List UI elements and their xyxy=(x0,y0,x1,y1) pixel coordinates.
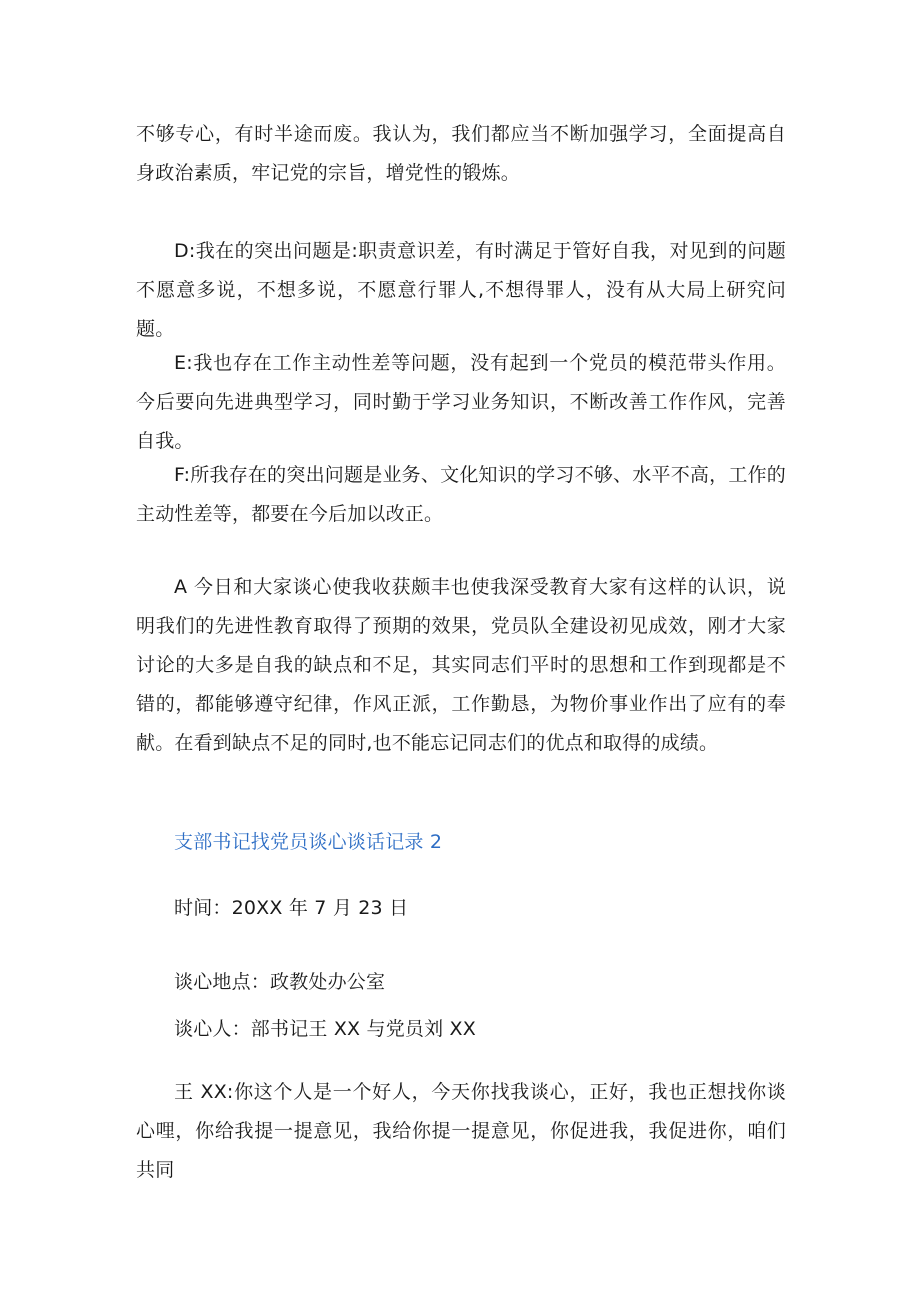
paragraph-f: F:所我存在的突出问题是业务、文化知识的学习不够、水平不高，工作的主动性差等，都要在今后加以改正。 xyxy=(136,464,786,525)
meeting-participants: 谈心人：部书记王 XX 与党员刘 XX xyxy=(174,1018,476,1040)
section-heading: 支部书记找党员谈心谈话记录 2 xyxy=(174,831,443,853)
meeting-time: 时间：20XX 年 7 月 23 日 xyxy=(174,897,409,919)
dialogue-paragraph: 王 XX:你这个人是一个好人，今天你找我谈心，正好，我也正想找你谈心哩，你给我提一提意见，我给你提一提意见，你促进我，我促进你，咱们共同 xyxy=(136,1081,786,1181)
paragraph-continuation: 不够专心，有时半途而废。我认为，我们都应当不断加强学习，全面提高自身政治素质，牢记党的宗旨，增党性的锻炼。 xyxy=(136,123,786,184)
paragraph-a-summary: A 今日和大家谈心使我收获颇丰也使我深受教育大家有这样的认识，说明我们的先进性教育取得了预期的效果，党员队全建设初见成效，刚才大家讨论的大多是自我的缺点和不足，其实同志们平时的思想和工作到现都是不错的，都能够遵守纪律，作风正派，工作勤恳，为物价事业作出了应有的奉献。在看到缺点不足的同时,也不能忘记同志们的优点和取得的成绩。 xyxy=(136,576,786,754)
paragraph-d: D:我在的突出问题是:职责意识差，有时满足于管好自我，对见到的问题不愿意多说，不想多说，不愿意行罪人,不想得罪人，没有从大局上研究问题。 xyxy=(136,240,786,340)
paragraph-e: E:我也存在工作主动性差等问题，没有起到一个党员的模范带头作用。今后要向先进典型学习，同时勤于学习业务知识，不断改善工作作风，完善自我。 xyxy=(136,352,786,452)
meeting-location: 谈心地点：政教处办公室 xyxy=(174,971,386,993)
